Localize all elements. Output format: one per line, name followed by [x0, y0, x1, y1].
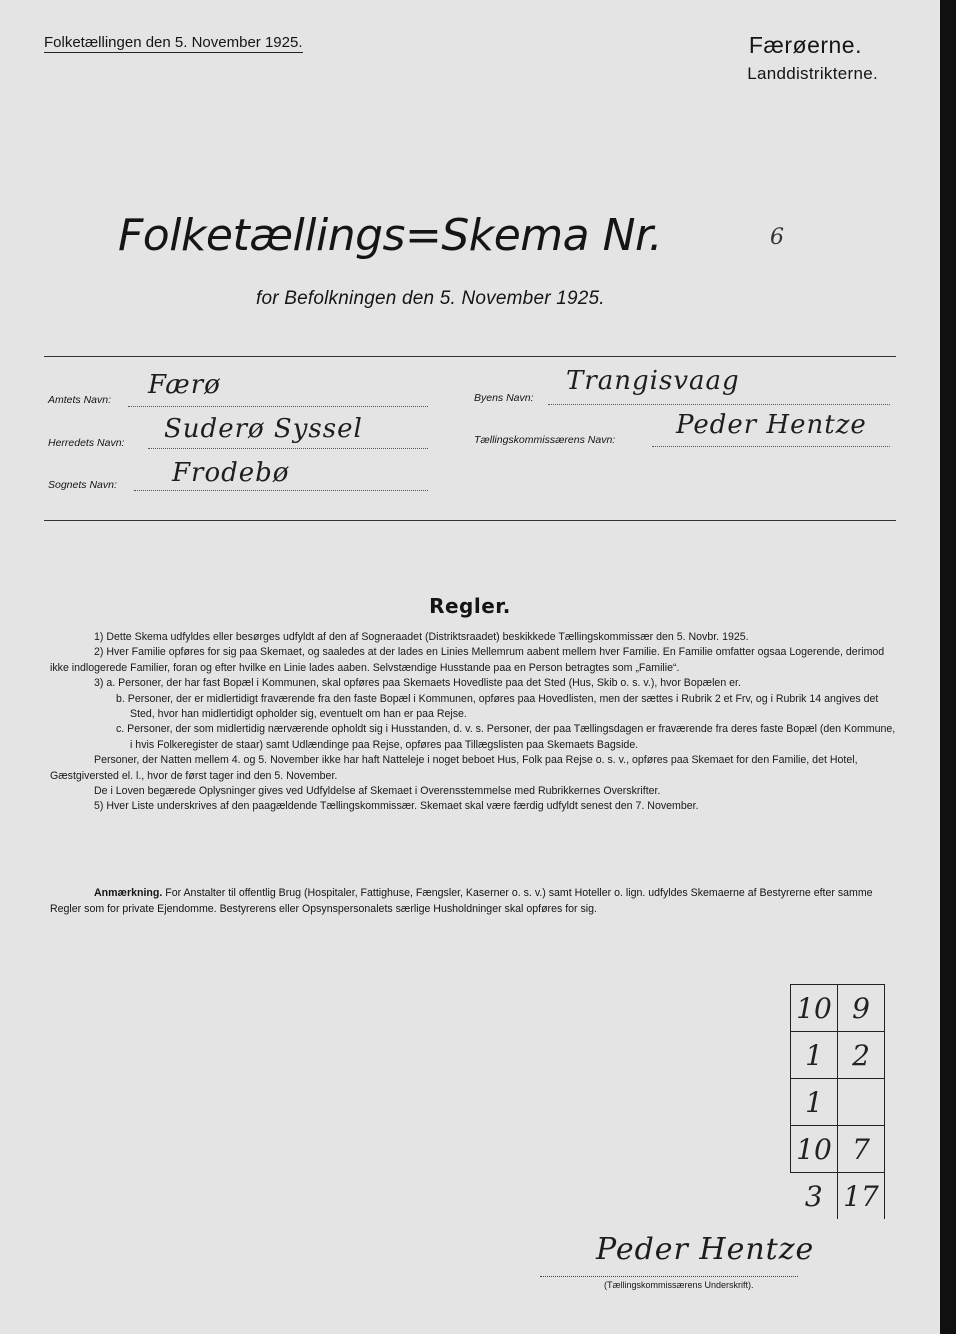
herred-line [148, 448, 428, 449]
rules-heading: Regler. [429, 594, 511, 618]
kommissaer-label: Tællingskommissærens Navn: [474, 434, 616, 446]
rule-3a: 3) a. Personer, der har fast Bopæl i Kommunen, skal opføres paa Skemaets Hovedliste paa det Sted (Hus, Skib o. s. v.), hvor Bopælen er. [94, 677, 741, 690]
tally-total-cell: 17 [838, 1173, 885, 1220]
census-date-header: Folketællingen den 5. November 1925. [44, 34, 303, 51]
commissioner-signature: Peder Hentze [596, 1232, 815, 1267]
region-header: Færøerne. [748, 32, 862, 58]
tally-cell: 7 [838, 1126, 885, 1173]
rule-5: 5) Hver Liste underskrives af den paagældende Tællingskommissær. Skemaet skal være færdig udfyldt senest den 7. November. [94, 800, 699, 813]
sogn-label: Sognets Navn: [48, 479, 117, 491]
kommissaer-value: Peder Hentze [676, 410, 867, 440]
signature-caption: (Tællingskommissærens Underskrift). [604, 1280, 754, 1290]
top-rule [44, 356, 896, 357]
tally-row [791, 985, 885, 1032]
rule-1: 1) Dette Skema udfyldes eller besørges udfyldt af den af Sogneraadet (Distriktsraadet) beskikkede Tællingskommissær den 5. Novbr. 1925. [94, 631, 749, 643]
herred-value: Suderø Syssel [164, 414, 363, 444]
tally-total-row [791, 1173, 885, 1220]
by-value: Trangisvaag [566, 366, 740, 396]
amt-value: Færø [148, 370, 221, 400]
remark [50, 885, 900, 917]
tally-cell [838, 1079, 885, 1126]
rule-3c: c. Personer, der som midlertidig nærværende opholdt sig i Husstanden, d. v. s. Personer, der paa Tællingsdagen er fraværende fra deres faste Bopæl (den Kommune, i hvis Folkeregister de staar) samt Udlændinge paa Rejse, opføres paa Tillægslisten paa Skemaets Bagside. [116, 723, 896, 751]
tally-cell: 1 [791, 1032, 838, 1079]
tally-cell: 9 [838, 985, 885, 1032]
tally-cell: 1 [791, 1079, 838, 1126]
tally-cell: 2 [838, 1032, 885, 1079]
tally-total-cell: 3 [804, 1179, 823, 1213]
tally-grid [790, 984, 885, 1219]
rule-3b: b. Personer, der er midlertidigt fraværende fra den faste Bopæl i Kommunen, opføres paa Hovedlisten, men der sættes i Rubrik 2 et Frv, og i Rubrik 14 angives det Sted, hvor han midlertidigt opholder sig, eventuelt om han er paa Rejse. [116, 692, 879, 721]
bottom-rule [44, 520, 896, 521]
form-subtitle: for Befolkningen den 5. November 1925. [256, 288, 605, 309]
sogn-line [134, 490, 428, 491]
tally-row [791, 1079, 885, 1126]
rule-3-note: Personer, der Natten mellem 4. og 5. November ikke har haft Natteleje i noget beboet Hus, Folk paa Rejse o. s. v., opføres paa Skemaet for den Familie, det Hotel, Gæstgiversted el. l., hvor de først tager ind den 5. November. [50, 754, 858, 782]
scan-edge [940, 0, 956, 1334]
by-label: Byens Navn: [474, 392, 534, 404]
rule-4: De i Loven begærede Oplysninger gives ved Udfyldelse af Skemaet i Overensstemmelse med Rubrikkernes Overskrifter. [94, 785, 661, 798]
district-header: Landdistrikterne. [747, 64, 878, 83]
remark-text: For Anstalter til offentlig Brug (Hospitaler, Fattighuse, Fængsler, Kaserner o. s. v.) samt Hoteller o. lign. udfyldes Skemaerne af Bestyrerne efter samme Regler som for private Ejendomme. Bestyrerens eller Opsynspersonalets særlige Husholdninger skal opføres for sig. [50, 887, 873, 915]
tally-cell: 10 [791, 1126, 838, 1173]
kommissaer-line [652, 446, 890, 447]
amt-line [128, 406, 428, 407]
by-line [548, 404, 890, 405]
amt-label: Amtets Navn: [48, 394, 112, 406]
sogn-value: Frodebø [172, 458, 290, 488]
remark-label: Anmærkning. [94, 887, 163, 899]
form-title: Folketællings=Skema Nr. [118, 210, 663, 261]
herred-label: Herredets Navn: [48, 437, 125, 449]
rules-text [50, 630, 898, 815]
tally-row [791, 1126, 885, 1173]
form-number: 6 [770, 225, 784, 250]
signature-line [540, 1276, 798, 1277]
tally-row [791, 1032, 885, 1079]
rule-2: 2) Hver Familie opføres for sig paa Skemaet, og saaledes at der lades en Linies Mellemrum aabent mellem hver Familie. En Familie omfatter ogsaa Logerende, derimod ikke indlogerede Familier, foran og efter hvilke en Linie lades aaben. Selvstændige Husstande paa en Person betragtes som „Familie“. [50, 646, 885, 674]
tally-cell: 10 [791, 985, 838, 1032]
